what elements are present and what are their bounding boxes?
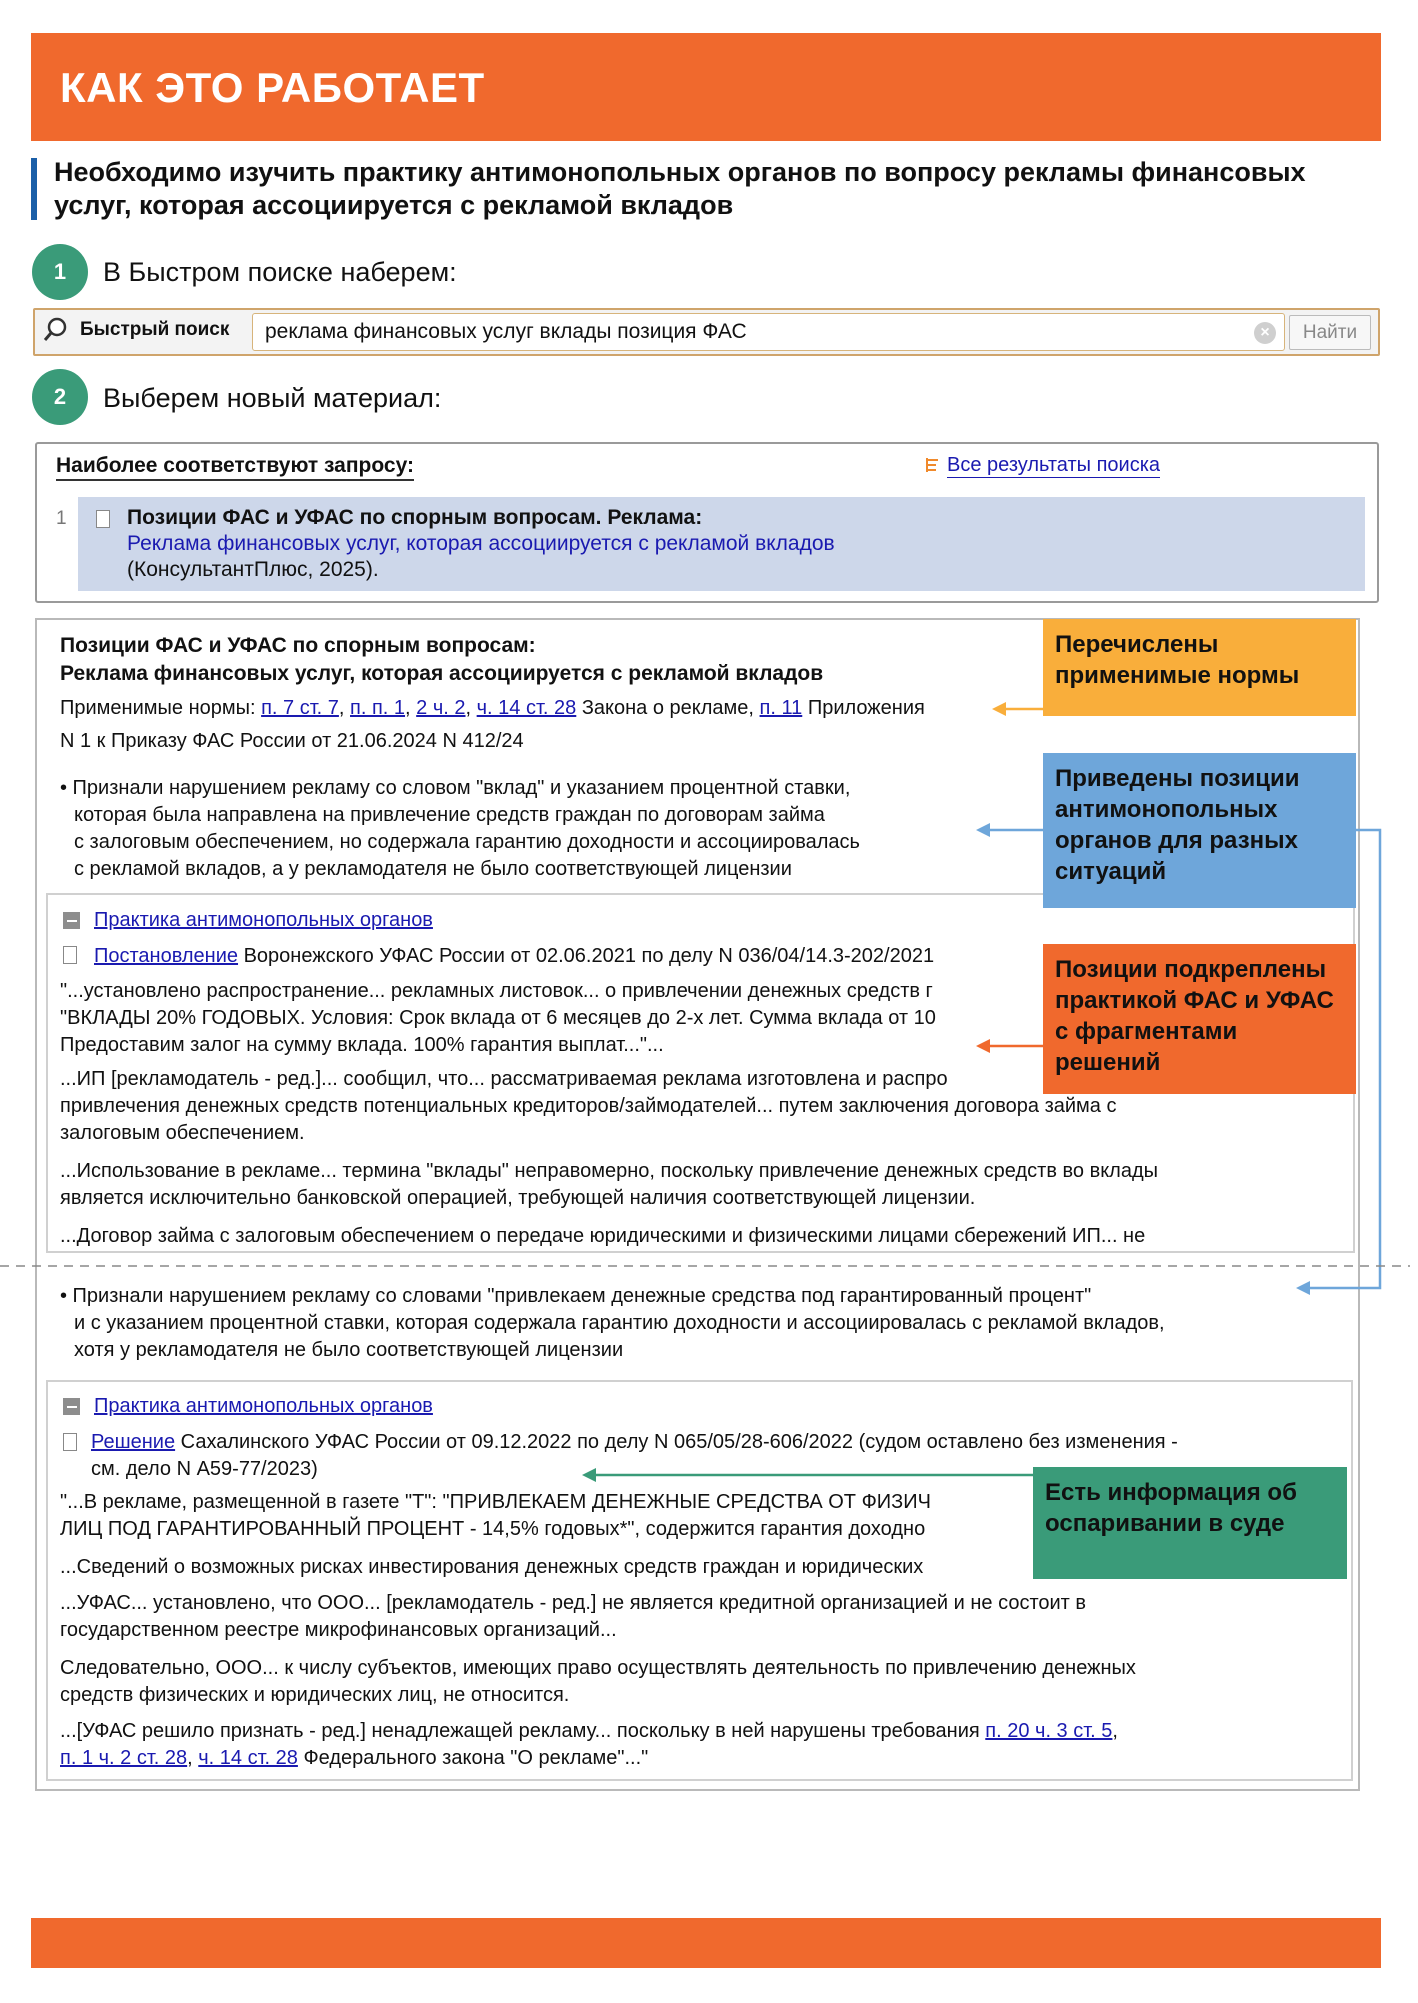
practice-2-final: ...[УФАС решило признать - ред.] ненадлежащей рекламу... поскольку в ней нарушены требования п. 20 ч. 3 ст. 5, п. 1 ч. 2 ст. 28, ч. 14 ст. 28 Федерального закона "О рекламе"..."	[60, 1720, 1118, 1769]
step-2-badge: 2	[32, 369, 88, 425]
applicable-norms-line2: N 1 к Приказу ФАС России от 21.06.2024 N 412/24	[60, 730, 524, 752]
practice-2-doc: Решение Сахалинского УФАС России от 09.12.2022 по делу N 065/05/28-606/2022 (судом оставлено без изменения - см. дело N А59-77/2023)	[91, 1431, 1178, 1480]
document-icon	[96, 510, 110, 528]
document-title: Позиции ФАС и УФАС по спорным вопросам: Реклама финансовых услуг, которая ассоциируется с рекламой вкладов	[60, 634, 824, 685]
practice-2-quote-2: ...Сведений о возможных рисках инвестирования денежных средств граждан и юридических	[60, 1556, 924, 1578]
position-2: • Признали нарушением рекламу со словами "привлекаем денежные средства под гарантированный процент" и с указанием процентной ставки, которая содержала гарантию доходности и ассоциировалась с рекламой вкладов, хотя у рекламодателя не было соответствующей лицензии	[60, 1285, 1165, 1361]
collapse-icon[interactable]	[63, 1398, 80, 1415]
step-1-badge: 1	[32, 244, 88, 300]
norm-link[interactable]: п. 7 ст. 7	[261, 697, 339, 719]
decision-link[interactable]: Решение	[91, 1431, 176, 1453]
footer-bar	[31, 1918, 1381, 1968]
applicable-norms: Применимые нормы: п. 7 ст. 7, п. п. 1, 2 ч. 2, ч. 14 ст. 28 Закона о рекламе, п. 11 Приложения	[60, 697, 925, 719]
practice-1-quote-1: "...установлено распространение... рекламных листовок... о привлечении денежных средств г "ВКЛАДЫ 20% ГОДОВЫХ. Условия: Срок вклада от 6 месяцев до 2-х лет. Сумма вклада от 10 Предоставим залог на сумму вклада. 100% гарантия выплат..."...	[60, 980, 936, 1056]
collapse-icon[interactable]	[63, 912, 80, 929]
norm-link[interactable]: п. 11	[759, 697, 803, 719]
result-number: 1	[56, 508, 67, 529]
law-link[interactable]: п. 1 ч. 2 ст. 28	[60, 1747, 188, 1769]
all-results-link[interactable]: Все результаты поиска	[947, 454, 1161, 476]
practice-1-quote-2: ...ИП [рекламодатель - ред.]... сообщил, что... рассматриваемая реклама изготовлена и распро привлечения денежных средств потенциальных кредиторов/займодателей... путем заключения договора займа с залоговым обеспечением.	[60, 1068, 1117, 1144]
law-link[interactable]: ч. 14 ст. 28	[198, 1747, 298, 1769]
practice-2-quote-3: ...УФАС... установлено, что ООО... [рекламодатель - ред.] не является кредитной организацией и не состоит в государственном реестре микрофинансовых организаций...	[60, 1592, 1087, 1641]
step-2-text: Выберем новый материал:	[103, 383, 442, 413]
practice-header-link[interactable]: Практика антимонопольных органов	[94, 909, 433, 931]
callout-positions: Приведены позиции антимонопольных органов для разных ситуаций	[1043, 753, 1356, 908]
practice-1-quote-3: ...Использование в рекламе... термина "вклады" неправомерно, поскольку привлечение денежных средств во вклады является исключительно банковской операцией, требующей наличия соответствующей лицензии.	[60, 1160, 1159, 1209]
clear-icon[interactable]: ×	[1254, 322, 1276, 344]
document-icon	[63, 946, 77, 964]
practice-2-quote-1: "...В рекламе, размещенной в газете "Т": "ПРИВЛЕКАЕМ ДЕНЕЖНЫЕ СРЕДСТВА ОТ ФИЗИЧ ЛИЦ ПОД ГАРАНТИРОВАННЫЙ ПРОЦЕНТ - 14,5% годовых*", содержится гарантия доходно	[60, 1491, 931, 1540]
callout-court: Есть информация об оспаривании в суде	[1033, 1467, 1347, 1579]
page-title: КАК ЭТО РАБОТАЕТ	[60, 64, 485, 111]
result-link[interactable]: Реклама финансовых услуг, которая ассоциируется с рекламой вкладов	[127, 532, 835, 555]
tree-icon	[924, 456, 940, 479]
decision-link[interactable]: Постановление	[94, 945, 239, 967]
norm-link[interactable]: ч. 14 ст. 28	[476, 697, 577, 719]
task-text: Необходимо изучить практику антимонопольных органов по вопросу рекламы финансовых услуг, которая ассоциируется с рекламой вкладов	[54, 157, 1306, 220]
results-heading: Наиболее соответствуют запросу:	[56, 454, 414, 481]
practice-2-quote-4: Следовательно, ООО... к числу субъектов, имеющих право осуществлять деятельность по привлечению денежных средств физических и юридических лиц, не относится.	[60, 1657, 1136, 1706]
task-marker	[31, 158, 37, 220]
law-link[interactable]: п. 20 ч. 3 ст. 5	[985, 1720, 1113, 1742]
norm-link[interactable]: 2 ч. 2	[416, 697, 466, 719]
result-source: (КонсультантПлюс, 2025).	[127, 558, 379, 581]
position-1: • Признали нарушением рекламу со словом "вклад" и указанием процентной ставки, которая была направлена на привлечение средств граждан по договорам займа с залоговым обеспечением, но содержала гарантию доходности и ассоциировалась с рекламой вкладов, а у рекламодателя не было соответствующей лицензии	[60, 777, 860, 880]
quick-search-label: Быстрый поиск	[80, 319, 230, 340]
magnifier-icon	[42, 316, 70, 349]
practice-1-doc: Постановление Воронежского УФАС России от 02.06.2021 по делу N 036/04/14.3-202/2021	[94, 945, 935, 967]
norm-link[interactable]: п. п. 1	[350, 697, 406, 719]
search-button[interactable]: Найти	[1289, 315, 1371, 350]
practice-1-quote-4: ...Договор займа с залоговым обеспечением о передаче юридическими и физическими лицами сбережений ИП... не	[60, 1225, 1146, 1247]
step-1-text: В Быстром поиске наберем:	[103, 257, 457, 287]
callout-practice: Позиции подкреплены практикой ФАС и УФАС с фрагментами решений	[1043, 944, 1356, 1094]
callout-norms: Перечислены применимые нормы	[1043, 619, 1356, 716]
result-title[interactable]: Позиции ФАС и УФАС по спорным вопросам. Реклама:	[127, 506, 703, 529]
practice-header-link[interactable]: Практика антимонопольных органов	[94, 1395, 433, 1417]
document-icon	[63, 1433, 77, 1451]
quick-search-value[interactable]: реклама финансовых услуг вклады позиция ФАС	[265, 320, 747, 343]
